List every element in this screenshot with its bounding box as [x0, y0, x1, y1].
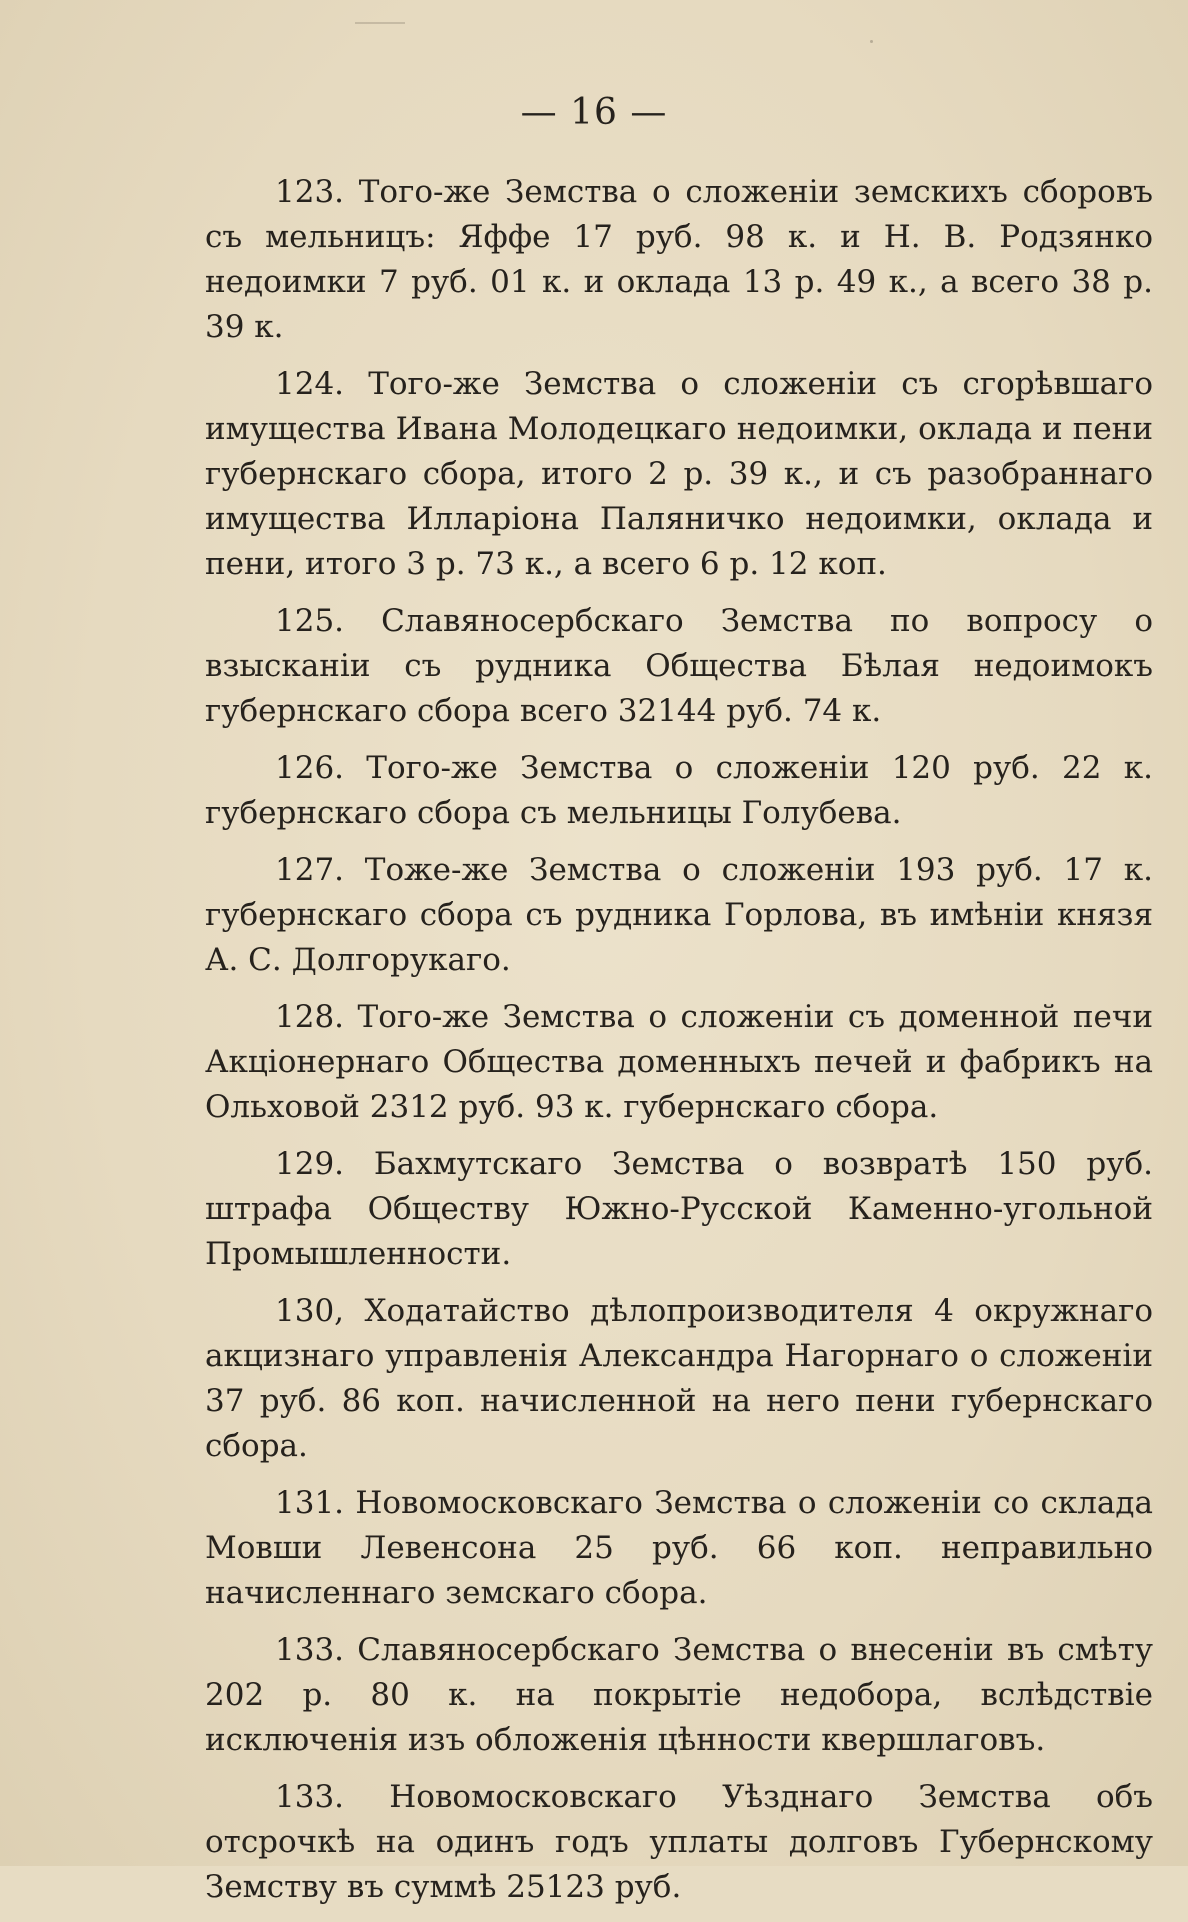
entry-133-debt-deferral: 133. Новомосковскаго Уѣзднаго Земства объ отсрочкѣ на одинъ годъ уплаты долговъ Губернскому Земству въ суммѣ 25123 руб. [205, 1779, 1153, 1905]
page-number: — 16 — [520, 92, 668, 133]
entry-128-blast-furnace: 128. Того-же Земства о сложенiи съ доменной печи Акцiонернаго Общества доменныхъ печей и фабрикъ на Ольховой 2312 руб. 93 к. губернскаго сбора. [205, 999, 1153, 1125]
entry-126-golubev-mill: 126. Того-же Земства о сложенiи 120 руб. 22 к. губернскаго сбора съ мельницы Голубева. [205, 750, 1153, 831]
entry-130-excise-petition: 130, Ходатайство дѣлопроизводителя 4 окружнаго акцизнаго управленiя Александра Нагорнаго о сложенiи 37 руб. 86 коп. начисленной на него пени губернскаго сбора. [205, 1293, 1153, 1464]
entry-131-levenson-warehouse: 131. Новомосковскаго Земства о сложенiи со склада Мовши Левенсона 25 руб. 66 коп. неправильно начисленнаго земскаго сбора. [205, 1485, 1153, 1611]
entry-123-taxes-mills: 123. Того-же Земства о сложенiи земскихъ сборовъ съ мельницъ: Яффе 17 руб. 98 к. и Н. В. Родзянко недоимки 7 руб. 01 к. и оклада 13 р. 49 к., а всего 38 р. 39 к. [205, 174, 1153, 345]
entry-129-bakhmut-fine: 129. Бахмутскаго Земства о возвратѣ 150 руб. штрафа Обществу Южно-Русской Каменно-угольной Промышленности. [205, 1146, 1153, 1272]
entry-133-budget-shortfall: 133. Славяносербскаго Земства о внесенiи въ смѣту 202 р. 80 к. на покрытiе недобора, вслѣдствiе исключенiя изъ обложенiя цѣнности квершлаговъ. [205, 1632, 1153, 1758]
entry-127-gorlov-mine: 127. Тоже-же Земства о сложенiи 193 руб. 17 к. губернскаго сбора съ рудника Горлова, въ имѣнiи князя А. С. Долгорукаго. [205, 852, 1153, 978]
stray-mark-dot [870, 40, 873, 43]
entry-125-belaya-mine: 125. Славяносербскаго Земства по вопросу о взысканiи съ рудника Общества Бѣлая недоимокъ губернскаго сбора всего 32144 руб. 74 к. [205, 603, 1153, 729]
entry-124-burned-property: 124. Того-же Земства о сложенiи съ сгорѣвшаго имущества Ивана Молодецкаго недоимки, оклада и пени губернскаго сбора, итого 2 р. 39 к., и съ разобраннаго имущества Илларiона Паляничко недоимки, оклада и пени, итого 3 р. 73 к., а всего 6 р. 12 коп. [205, 366, 1153, 582]
stray-mark-top [355, 22, 405, 24]
text-block [205, 170, 1153, 1922]
